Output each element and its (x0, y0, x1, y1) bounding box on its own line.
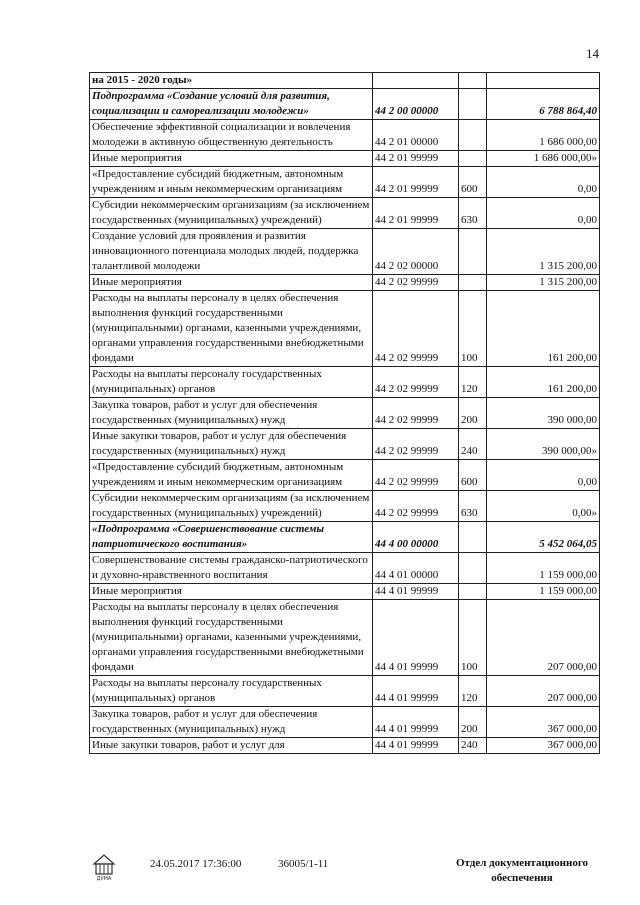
row-code: 44 2 02 99999 (373, 367, 459, 398)
row-name: Расходы на выплаты персоналу государственных (муниципальных) органов (90, 676, 373, 707)
row-sum: 207 000,00 (487, 600, 600, 676)
row-code: 44 2 01 00000 (373, 120, 459, 151)
row-sum: 1 686 000,00 (487, 120, 600, 151)
footer-dept-line1: Отдел документационного (455, 857, 589, 869)
row-vr (459, 553, 487, 584)
row-code: 44 4 01 99999 (373, 676, 459, 707)
row-vr (459, 584, 487, 600)
row-sum: 1 315 200,00 (487, 275, 600, 291)
table-row (90, 398, 600, 429)
row-sum: 5 452 064,05 (487, 522, 600, 553)
table-row (90, 275, 600, 291)
row-code: 44 2 01 99999 (373, 167, 459, 198)
row-name: Расходы на выплаты персоналу государственных (муниципальных) органов (90, 367, 373, 398)
row-name: Подпрограмма «Создание условий для развития, социализации и самореализации молодежи» (90, 89, 373, 120)
row-name: Иные мероприятия (90, 151, 373, 167)
table-row (90, 229, 600, 275)
row-vr (459, 522, 487, 553)
table-row (90, 600, 600, 676)
row-vr (459, 275, 487, 291)
row-code: 44 4 01 99999 (373, 584, 459, 600)
table-row (90, 584, 600, 600)
row-name: Иные мероприятия (90, 275, 373, 291)
row-code: 44 2 02 99999 (373, 291, 459, 367)
row-name: «Подпрограмма «Совершенствование системы патриотического воспитания» (90, 522, 373, 553)
table-row (90, 491, 600, 522)
footer-department (452, 856, 592, 886)
table-row (90, 429, 600, 460)
row-sum: 367 000,00 (487, 707, 600, 738)
row-name: «Предоставление субсидий бюджетным, автономным учреждениям и иным некоммерческим организациям (90, 167, 373, 198)
row-name: Субсидии некоммерческим организациям (за исключением государственных (муниципальных) учреждений) (90, 198, 373, 229)
row-sum: 207 000,00 (487, 676, 600, 707)
row-sum: 390 000,00 (487, 398, 600, 429)
row-vr: 600 (459, 460, 487, 491)
table-row (90, 707, 600, 738)
footer-doc-number: 36005/1-11 (278, 858, 329, 870)
row-vr: 200 (459, 707, 487, 738)
row-sum: 0,00» (487, 491, 600, 522)
row-code: 44 2 02 99999 (373, 460, 459, 491)
table-row (90, 522, 600, 553)
table-row (90, 151, 600, 167)
table-row (90, 120, 600, 151)
table-row (90, 89, 600, 120)
header-cell: на 2015 - 2020 годы» (90, 73, 373, 89)
budget-table (89, 72, 600, 754)
row-code: 44 2 01 99999 (373, 198, 459, 229)
row-name: Закупка товаров, работ и услуг для обеспечения государственных (муниципальных) нужд (90, 707, 373, 738)
row-sum: 1 686 000,00» (487, 151, 600, 167)
row-sum: 6 788 864,40 (487, 89, 600, 120)
row-name: Создание условий для проявления и развития инновационного потенциала молодых людей, поддержка талантливой молодежи (90, 229, 373, 275)
row-code: 44 4 01 00000 (373, 553, 459, 584)
row-code: 44 4 01 99999 (373, 707, 459, 738)
row-code: 44 2 02 99999 (373, 491, 459, 522)
table-row (90, 553, 600, 584)
table-row (90, 738, 600, 754)
row-vr: 600 (459, 167, 487, 198)
row-code: 44 2 02 99999 (373, 275, 459, 291)
row-vr: 240 (459, 738, 487, 754)
row-sum: 161 200,00 (487, 367, 600, 398)
row-name: Закупка товаров, работ и услуг для обеспечения государственных (муниципальных) нужд (90, 398, 373, 429)
row-name: Расходы на выплаты персоналу в целях обеспечения выполнения функций государственными (муниципальными) органами, казенными учреждениями, органами управления государственными внебюджетными фондами (90, 291, 373, 367)
table-row (90, 198, 600, 229)
row-vr: 200 (459, 398, 487, 429)
row-sum: 1 315 200,00 (487, 229, 600, 275)
table-row (90, 167, 600, 198)
row-sum: 0,00 (487, 167, 600, 198)
duma-emblem-icon (90, 852, 118, 882)
row-code: 44 4 01 99999 (373, 738, 459, 754)
row-sum: 390 000,00» (487, 429, 600, 460)
row-code: 44 2 02 00000 (373, 229, 459, 275)
footer-date: 24.05.2017 17:36:00 (150, 858, 242, 870)
row-name: Совершенствование системы гражданско-патриотического и духовно-нравственного воспитания (90, 553, 373, 584)
row-sum: 0,00 (487, 198, 600, 229)
row-vr: 240 (459, 429, 487, 460)
row-code: 44 2 02 99999 (373, 398, 459, 429)
row-vr (459, 151, 487, 167)
row-code: 44 2 00 00000 (373, 89, 459, 120)
table-row (90, 676, 600, 707)
footer-dept-line2: обеспечения (491, 872, 553, 884)
row-sum: 367 000,00 (487, 738, 600, 754)
row-vr: 100 (459, 291, 487, 367)
row-name: Иные закупки товаров, работ и услуг для обеспечения государственных (муниципальных) нужд (90, 429, 373, 460)
table-header-row (90, 73, 600, 89)
row-vr: 630 (459, 198, 487, 229)
page-number: 14 (586, 46, 599, 61)
row-vr: 630 (459, 491, 487, 522)
row-sum: 1 159 000,00 (487, 584, 600, 600)
row-vr (459, 229, 487, 275)
table-row (90, 367, 600, 398)
row-vr: 120 (459, 367, 487, 398)
row-name: Субсидии некоммерческим организациям (за исключением государственных (муниципальных) учреждений) (90, 491, 373, 522)
row-name: Иные мероприятия (90, 584, 373, 600)
row-vr (459, 120, 487, 151)
row-name: Расходы на выплаты персоналу в целях обеспечения выполнения функций государственными (муниципальными) органами, казенными учреждениями, органами управления государственными внебюджетными фондами (90, 600, 373, 676)
stamp-text: ДУМА (96, 876, 112, 882)
row-code: 44 4 00 00000 (373, 522, 459, 553)
row-sum: 0,00 (487, 460, 600, 491)
row-vr: 100 (459, 600, 487, 676)
row-name: Иные закупки товаров, работ и услуг для (90, 738, 373, 754)
row-code: 44 4 01 99999 (373, 600, 459, 676)
table-row (90, 460, 600, 491)
row-sum: 161 200,00 (487, 291, 600, 367)
row-sum: 1 159 000,00 (487, 553, 600, 584)
row-code: 44 2 01 99999 (373, 151, 459, 167)
table-row (90, 291, 600, 367)
row-code: 44 2 02 99999 (373, 429, 459, 460)
row-name: Обеспечение эффективной социализации и вовлечения молодежи в активную общественную деятельность (90, 120, 373, 151)
row-name: «Предоставление субсидий бюджетным, автономным учреждениям и иным некоммерческим организациям (90, 460, 373, 491)
row-vr (459, 89, 487, 120)
row-vr: 120 (459, 676, 487, 707)
